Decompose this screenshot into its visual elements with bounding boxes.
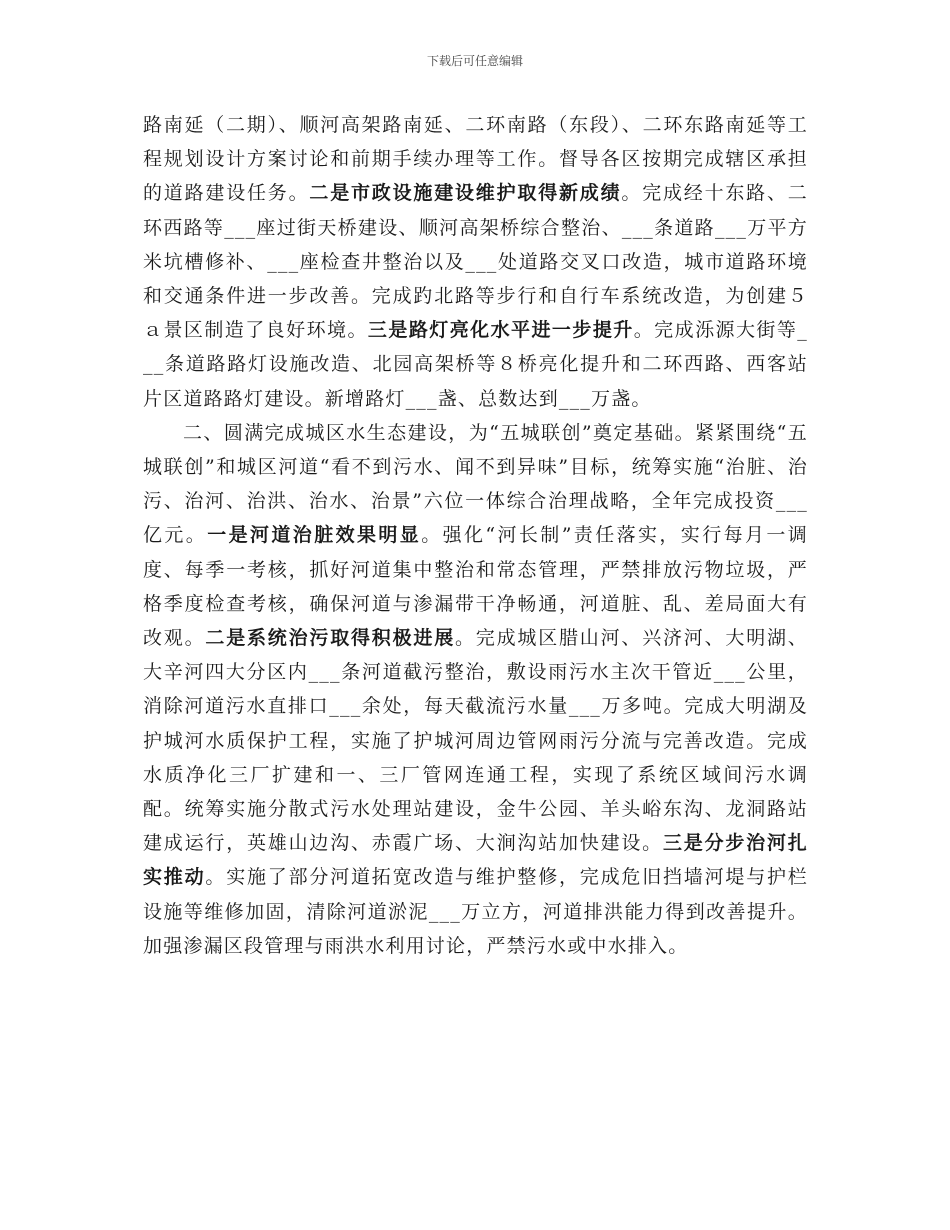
paragraph-2-text-2: 。强化“河长制”责任落实，实行每月一调度、每季一考核，抓好河道集中整治和常态管理，严禁排放污物垃圾，严格季度检查考核，确保河道与渗漏带干净畅通，河道脏、乱、差局面大有改观。 xyxy=(143,524,808,650)
paragraph-2-text-3: 。完成城区腊山河、兴济河、大明湖、大辛河四大分区内___条河道截污整治，敷设雨污水主次干管近___公里，消除河道污水直排口___余处，每天截流污水量___万多吨。完成大明湖及护城河水质保护工程，实施了护城河周边管网雨污分流与完善改造。完成水质净化三厂扩建和一、三厂管网连通工程，实现了系统区域间污水调配。统筹实施分散式污水处理站建设，金牛公园、羊头峪东沟、龙洞路站建成运行，英雄山边沟、赤霞广场、大涧沟站加快建设。 xyxy=(143,627,808,855)
paragraph-1-heading-2: 二是市政设施建设维护取得新成绩 xyxy=(309,182,622,205)
paragraph-1-text-2: 。完成经十东路、二环西路等___座过街天桥建设、顺河高架桥综合整治、___条道路___万平方米坑槽修补、___座检查井整治以及___处道路交叉口改造，城市道路环境和交通条件进一步改善。完成趵北路等步行和自行车系统改造，为创建５ａ景区制造了良好环境。 xyxy=(143,182,808,342)
paragraph-2-heading-2: 二是系统治污取得积极进展 xyxy=(205,627,455,650)
paragraph-2-text-1: 二、圆满完成城区水生态建设，为“五城联创”奠定基础。紧紧围绕“五城联创”和城区河道“看不到污水、闻不到异味”目标，统筹实施“治脏、治污、治河、治洪、治水、治景”六位一体综合治理战略，全年完成投资___亿元。 xyxy=(143,421,808,547)
paragraph-2-text-4: 。实施了部分河道拓宽改造与维护整修，完成危旧挡墙河堤与护栏设施等维修加固，清除河道淤泥___万立方，河道排洪能力得到改善提升。加强渗漏区段管理与雨洪水利用讨论，严禁污水或中水排入。 xyxy=(143,866,808,957)
paragraph-2 xyxy=(143,416,808,963)
paragraph-1-text-3: 。完成泺源大街等___条道路路灯设施改造、北园高架桥等８桥亮化提升和二环西路、西客站片区道路路灯建设。新增路灯___盏、总数达到___万盏。 xyxy=(143,319,809,410)
paragraph-1-heading-3: 三是路灯亮化水平进一步提升 xyxy=(367,319,634,342)
document-body xyxy=(143,108,808,963)
paragraph-1 xyxy=(143,108,808,416)
page-header: 下载后可任意编辑 xyxy=(426,54,523,68)
paragraph-1-text-1: 路南延（二期）、顺河高架路南延、二环南路（东段）、二环东路南延等工程规划设计方案讨论和前期手续办理等工作。督导各区按期完成辖区承担的道路建设任务。 xyxy=(143,114,808,205)
paragraph-2-heading-3: 三是分步治河扎实推动 xyxy=(143,832,808,889)
paragraph-2-heading-1: 一是河道治脏效果明显 xyxy=(207,524,422,547)
